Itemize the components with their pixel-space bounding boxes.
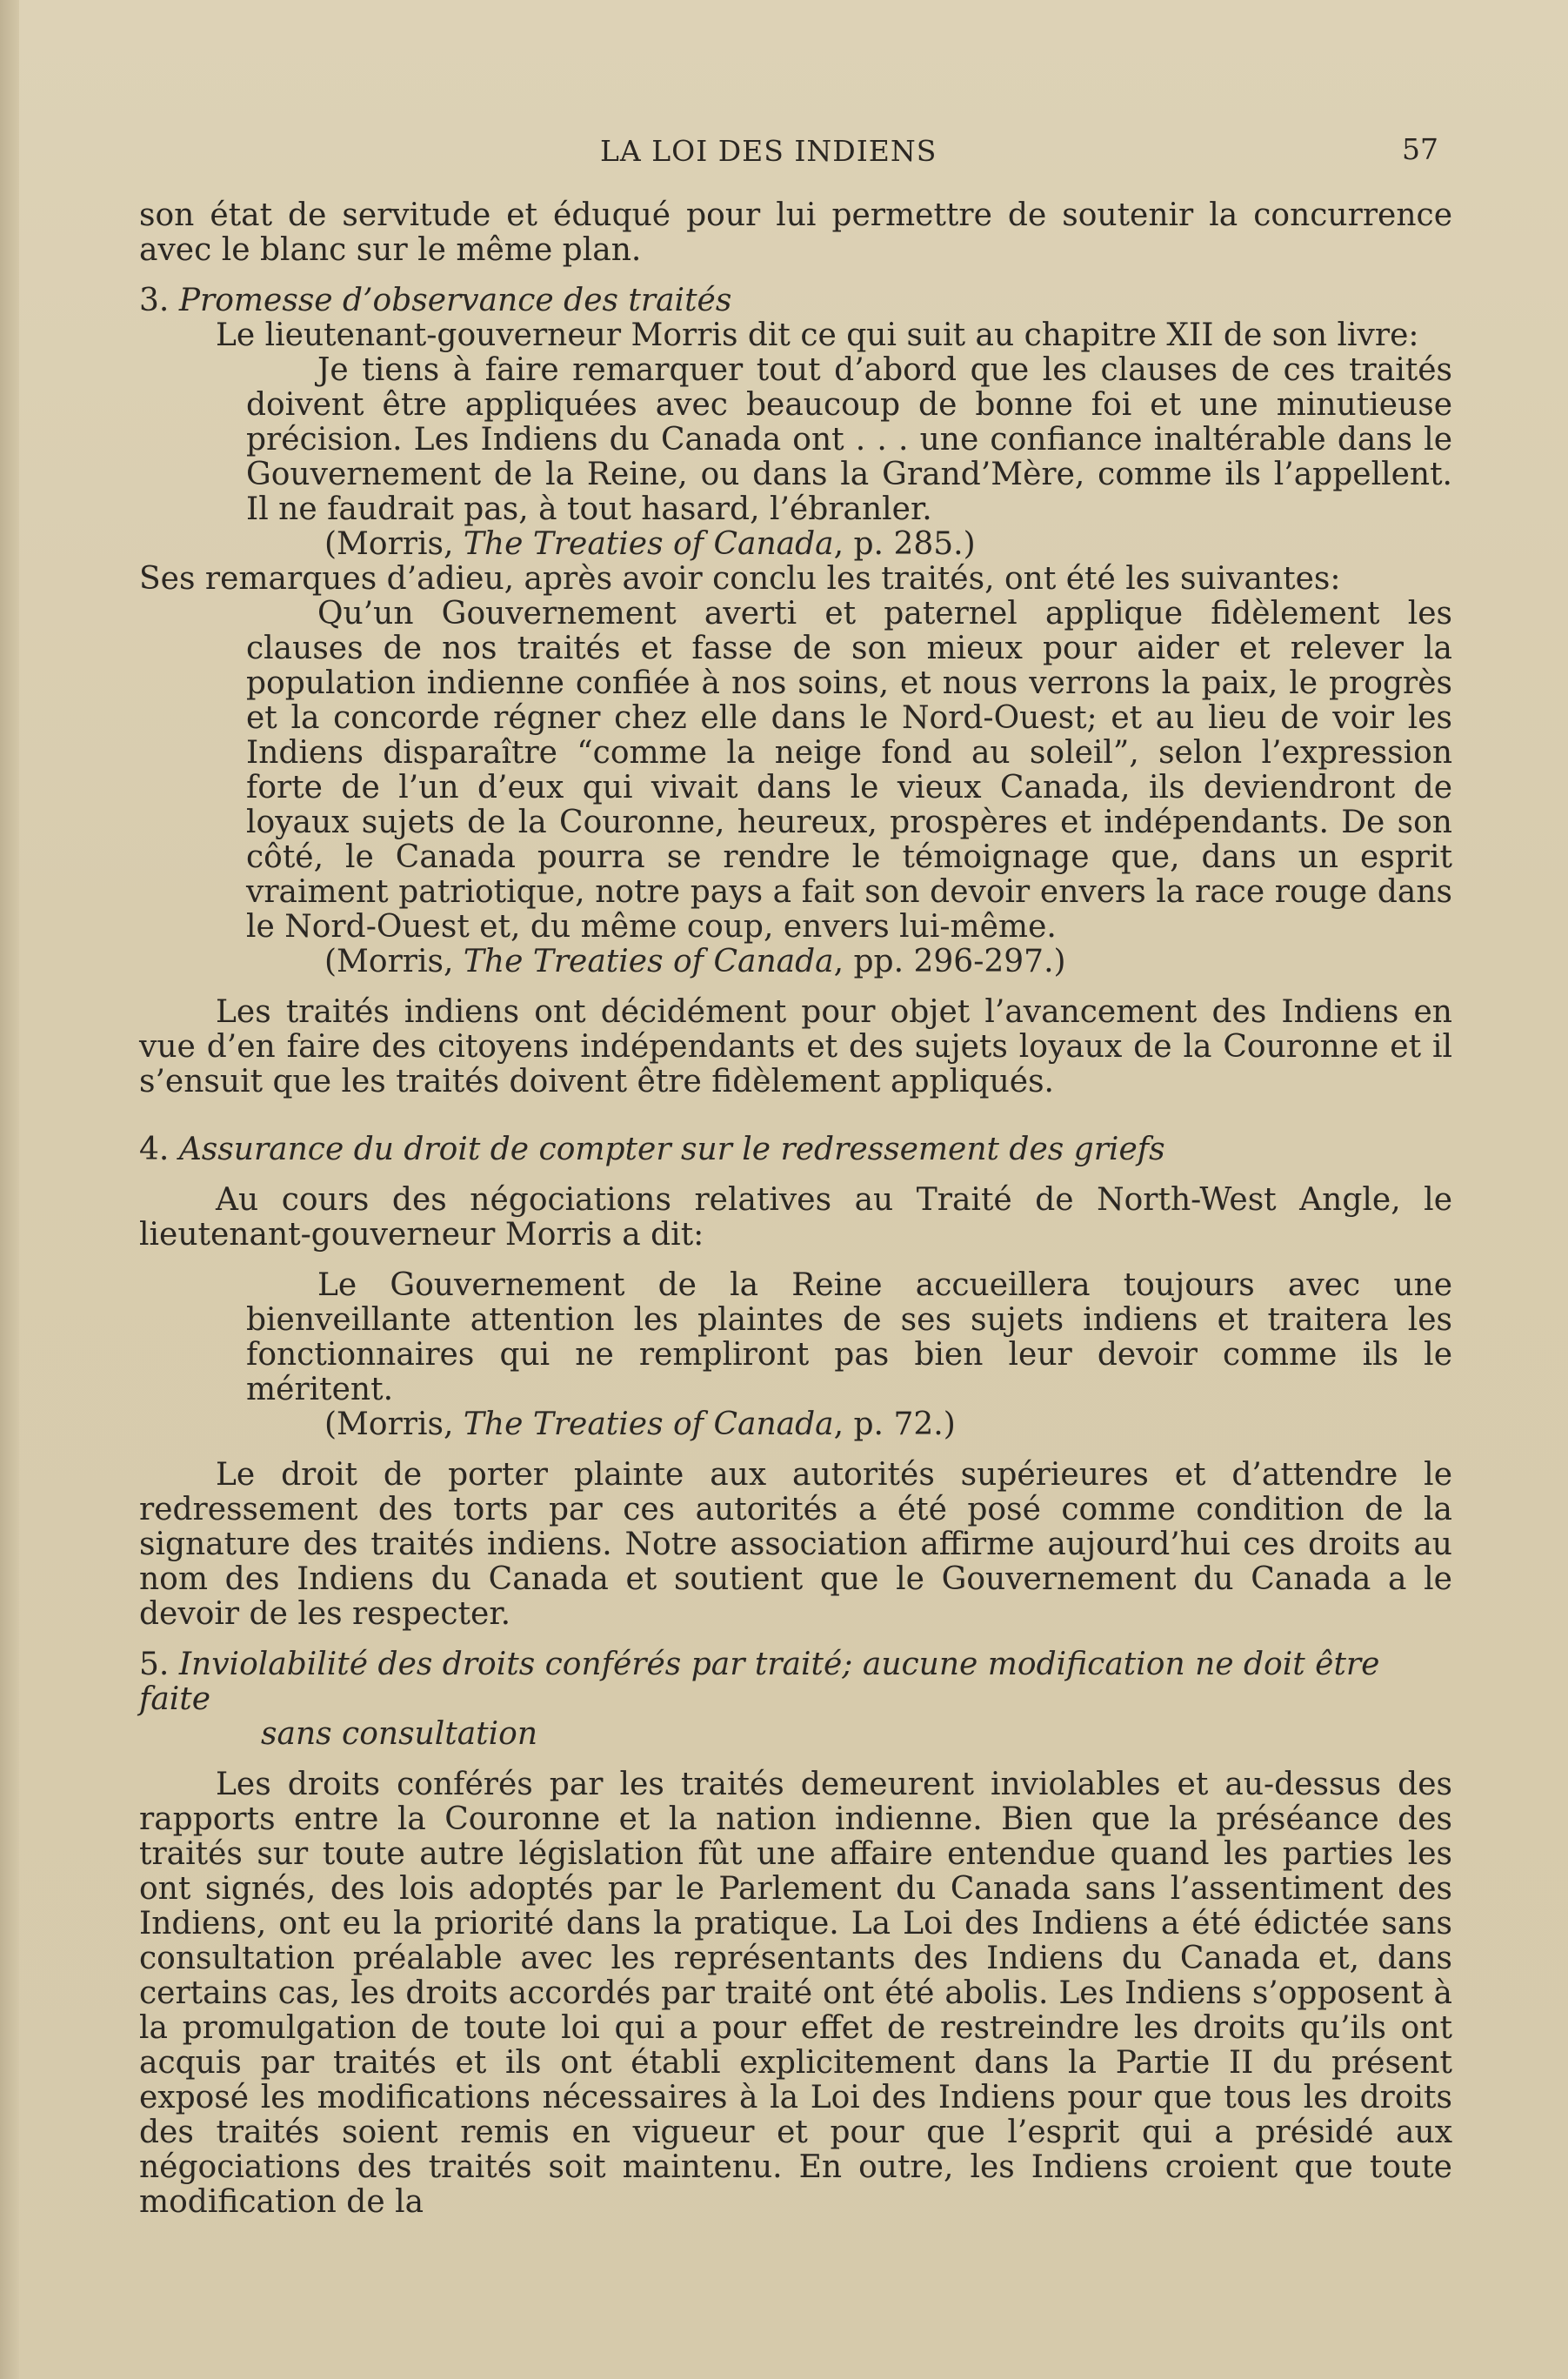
section-5-title-line2: sans consultation <box>261 1716 538 1752</box>
citation-3-pre: (Morris, <box>324 1407 464 1442</box>
section-5-body: Les droits conférés par les traités demeurent inviolables et au-dessus des rapports entre la Couronne et la nation indienne. Bien que la préséance des traités sur toute autre législation fût une affaire entendue quand les parties les ont signés, des lois adoptés par le Parlement du Canada sans l’assentiment des Indiens, ont eu la priorité dans la pratique. La Loi des Indiens a été édictée sans consultation préalable avec les représentants des Indiens du Canada et, dans certains cas, les droits accordés par traité ont été abolis. Les Indiens s’opposent à la promulgation de toute loi qui a pour effet de restreindre les droits qu’ils ont acquis par traités et ils ont établi explicitement dans la Partie II du présent exposé les modifications nécessaires à la Loi des Indiens pour que tous les droits des traités soient remis en vigueur et pour que l’esprit qui a présidé aux négociations des traités soit maintenu. En outre, les Indiens croient que toute modification de la <box>139 1767 1452 2220</box>
citation-3 <box>324 1407 1452 1442</box>
section-4-number: 4. <box>139 1132 170 1167</box>
paragraph-continued: son état de servitude et éduqué pour lui permettre de soutenir la concurrence avec le blanc sur le même plan. <box>139 197 1452 268</box>
citation-3-post: , p. 72.) <box>833 1407 956 1442</box>
section-3-heading <box>139 284 1452 318</box>
body-text <box>139 198 1452 2220</box>
page-header <box>0 132 1568 176</box>
section-5-number: 5. <box>139 1647 170 1682</box>
section-5-heading <box>139 1647 1452 1752</box>
section-3-title: Promesse d’observance des traités <box>178 283 732 318</box>
section-3-conclusion: Les traités indiens ont décidément pour objet l’avancement des Indiens en vue d’en faire des citoyens indépendants et des sujets loyaux de la Couronne et il s’ensuit que les traités doivent être fidèlement appliqués. <box>139 994 1452 1099</box>
section-4-heading <box>139 1133 1452 1167</box>
citation-2-pre: (Morris, <box>324 944 464 979</box>
quote-morris-3-text: Le Gouvernement de la Reine accueillera toujours avec une bienveillante attention les plaintes de ses sujets indiens et traitera les fonctionnaires qui ne rempliront pas bien leur devoir comme ils le méritent. <box>246 1267 1452 1407</box>
quote-morris-2 <box>246 597 1452 945</box>
section-4-intro: Au cours des négociations relatives au Traité de North-West Angle, le lieutenant-gouverneur Morris a dit: <box>139 1182 1452 1253</box>
page-number: 57 <box>1402 132 1438 166</box>
citation-1-post: , p. 285.) <box>833 526 976 562</box>
citation-2-post: , pp. 296-297.) <box>833 944 1066 979</box>
running-title: LA LOI DES INDIENS <box>600 134 937 168</box>
citation-1 <box>324 527 1452 562</box>
section-4-title: Assurance du droit de compter sur le redressement des griefs <box>178 1132 1165 1167</box>
section-3-intro2: Ses remarques d’adieu, après avoir conclu les traités, ont été les suivantes: <box>139 561 1341 597</box>
quote-morris-1 <box>246 353 1452 527</box>
section-3-intro: Le lieutenant-gouverneur Morris dit ce qui suit au chapitre XII de son livre: <box>216 317 1419 353</box>
citation-1-pre: (Morris, <box>324 526 464 562</box>
section-5-title-line1: Inviolabilité des droits conférés par traité; aucune modification ne doit être faite <box>139 1647 1380 1717</box>
citation-1-title: The Treaties of Canada <box>463 526 834 562</box>
citation-2-title: The Treaties of Canada <box>463 944 834 979</box>
section-4-conclusion: Le droit de porter plainte aux autorités supérieures et d’attendre le redressement des torts par ces autorités a été posé comme condition de la signature des traités indiens. Notre association affirme aujourd’hui ces droits au nom des Indiens du Canada et soutient que le Gouvernement du Canada a le devoir de les respecter. <box>139 1457 1452 1632</box>
citation-3-title: The Treaties of Canada <box>463 1407 834 1442</box>
quote-morris-2-text: Qu’un Gouvernement averti et paternel applique fidèlement les clauses de nos traités et fasse de son mieux pour aider et relever la population indienne confiée à nos soins, et nous verrons la paix, le progrès et la concorde régner chez elle dans le Nord-Ouest; et au lieu de voir les Indiens disparaître “comme la neige fond au soleil”, selon l’expression forte de l’un d’eux qui vivait dans le vieux Canada, ils deviendront de loyaux sujets de la Couronne, heureux, prospères et indépendants. De son côté, le Canada pourra se rendre le témoignage que, dans un esprit vraiment patriotique, notre pays a fait son devoir envers la race rouge dans le Nord-Ouest et, du même coup, envers lui-même. <box>246 596 1452 945</box>
quote-morris-3 <box>246 1268 1452 1407</box>
page-edge-shadow <box>0 0 19 2379</box>
section-3-number: 3. <box>139 283 170 318</box>
citation-2 <box>324 945 1452 979</box>
quote-morris-1-text: Je tiens à faire remarquer tout d’abord que les clauses de ces traités doivent être appliquées avec beaucoup de bonne foi et une minutieuse précision. Les Indiens du Canada ont . . . une confiance inaltérable dans le Gouvernement de la Reine, ou dans la Grand’Mère, comme ils l’appellent. Il ne faudrait pas, à tout hasard, l’ébranler. <box>246 352 1452 527</box>
